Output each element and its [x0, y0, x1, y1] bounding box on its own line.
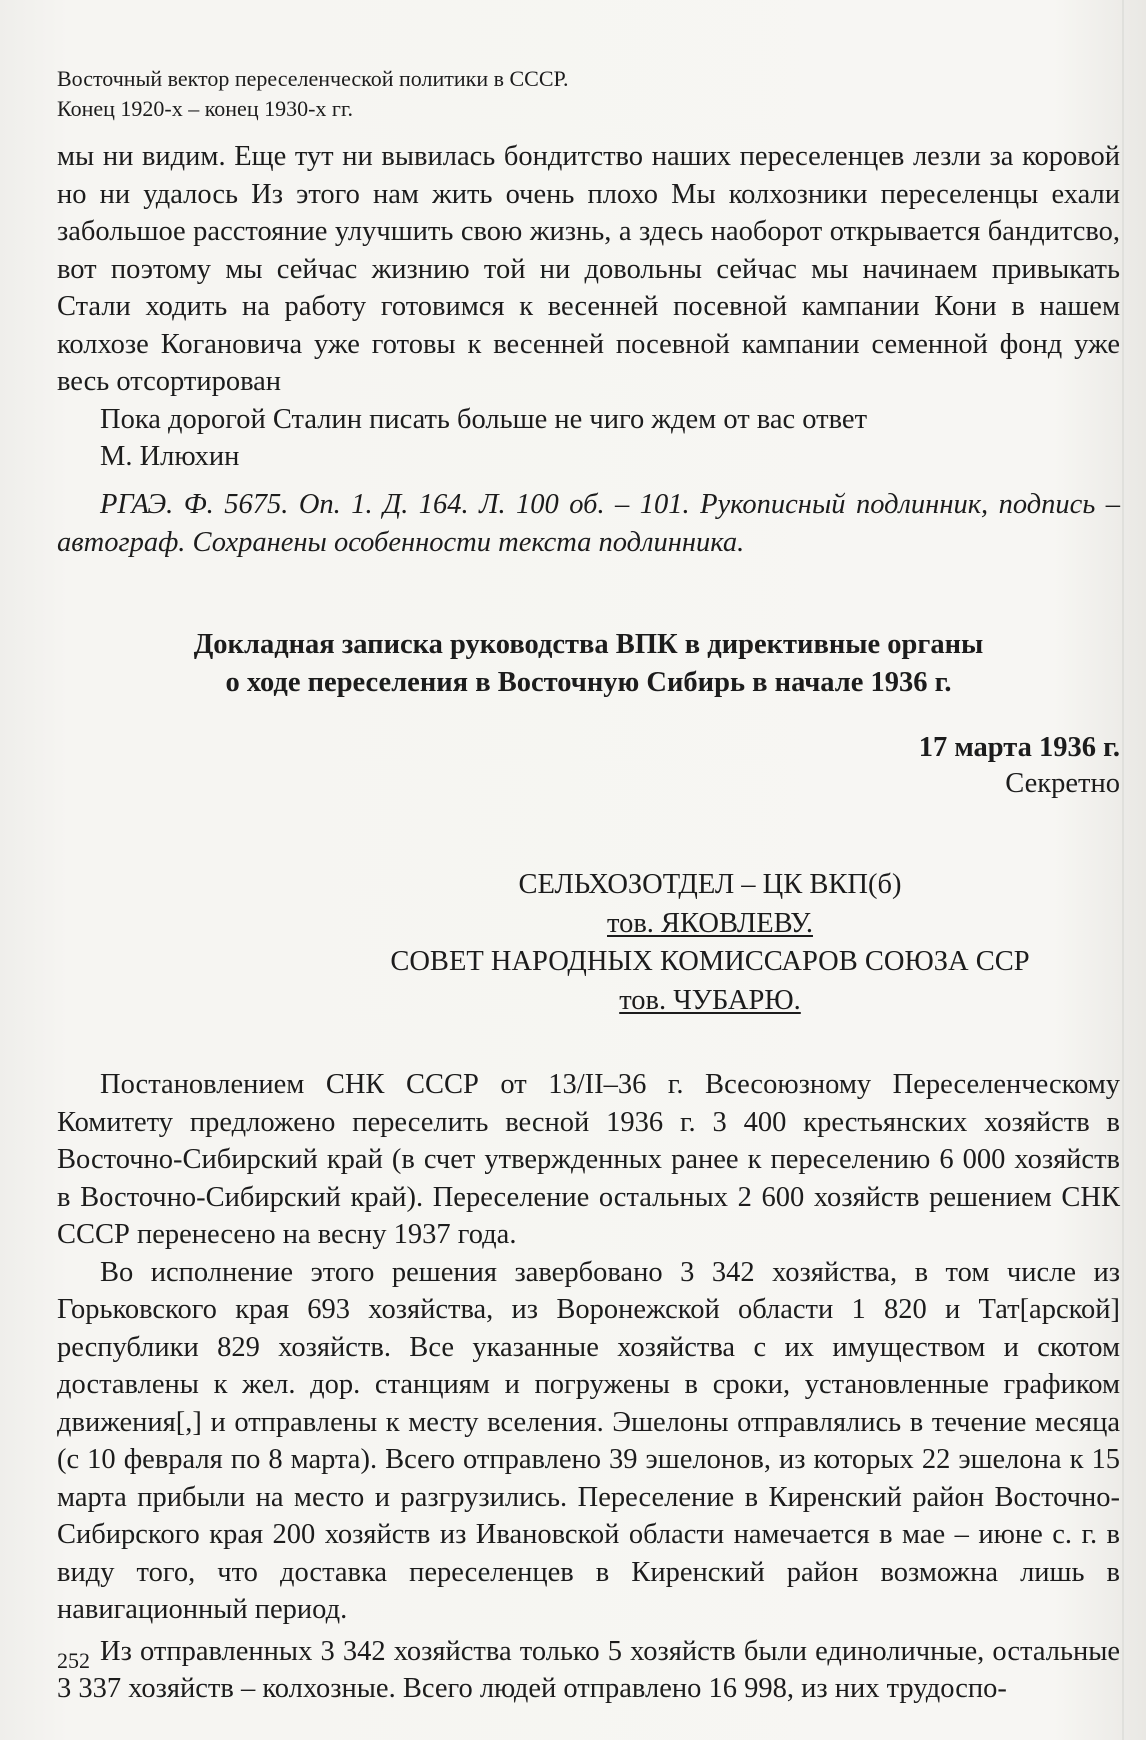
document-dateline	[919, 730, 1120, 802]
document-title	[57, 626, 1120, 702]
letter-excerpt	[57, 138, 1120, 476]
body-paragraph-1: Постановлением СНК СССР от 13/II–36 г. Всесоюзному Переселенческому Комитету предложено переселить весной 1936 г. 3 400 крестьянских хозяйств в Восточно-Сибирский край (в счет утвержденных ранее к переселению 6 000 хозяйств в Восточно-Сибирский край). Переселение остальных 2 600 хозяйств решением СНК СССР перенесено на весну 1937 года.	[57, 1069, 1120, 1250]
document-body	[57, 1066, 1120, 1708]
document-date: 17 марта 1936 г.	[918, 732, 1120, 763]
body-paragraph-3: Из отправленных 3 342 хозяйства только 5 хозяйств были единоличные, остальные 3 337 хозяйств – колхозные. Всего людей отправлено 16 998, из них трудоспо-	[57, 1635, 1120, 1704]
addressee-line-1: СЕЛЬХОЗОТДЕЛ – ЦК ВКП(б)	[518, 869, 902, 900]
running-head-line-2: Конец 1920-х – конец 1930-х гг.	[57, 96, 353, 121]
document-title-line-1: Докладная записка руководства ВПК в директивные органы	[193, 629, 984, 660]
page-edge-shadow	[1122, 0, 1124, 1740]
addressee-name-1: тов. ЯКОВЛЕВУ.	[607, 907, 813, 939]
letter-paragraph: мы ни видим. Еще тут ни вывилась бондитство наших переселенцев лезли за коровой но ни удалось Из этого нам жить очень плохо Мы колхозники переселенцы ехали забольшое расстояние улучшить свою жизнь, а здесь наоборот открывается бандитсво, вот поэтому мы сейчас жизнию той ни довольны сейчас мы начинаем привыкать Стали ходить на работу готовимся к весенней посевной кампании Кони в нашем колхозе Когановича уже готовы к весенней посевной кампании семенной фонд уже весь отсортирован	[57, 141, 1120, 397]
letter-signature: М. Илюхин	[100, 441, 240, 472]
letter-closing: Пока дорогой Сталин писать больше не чиго ждем от вас ответ	[100, 403, 868, 435]
addressee-line-4	[380, 982, 1040, 1021]
addressee-name-2: тов. ЧУБАРЮ.	[619, 984, 801, 1016]
classification-stamp: Секретно	[1005, 768, 1120, 799]
source-note-block	[57, 486, 1120, 561]
addressee-line-3: СОВЕТ НАРОДНЫХ КОМИССАРОВ СОЮЗА ССР	[390, 946, 1030, 977]
addressee-line-2	[380, 905, 1040, 944]
document-title-line-2: о ходе переселения в Восточную Сибирь в начале 1936 г.	[225, 667, 952, 698]
addressee-block	[380, 866, 1040, 1020]
running-head-line-1: Восточный вектор переселенческой политики в СССР.	[57, 66, 569, 91]
running-head	[57, 64, 569, 124]
body-paragraph-2: Во исполнение этого решения завербовано 3 342 хозяйства, в том числе из Горьковского края 693 хозяйства, из Воронежской области 1 820 и Тат[арской] республики 829 хозяйств. Все указанные хозяйства с их имуществом и скотом доставлены к жел. дор. станциям и погружены в сроки, установленные графиком движения[,] и отправлены к месту вселения. Эшелоны отправлялись в течение месяца (с 10 февраля по 8 марта). Всего отправлено 39 эшелонов, из которых 22 эшелона к 15 марта прибыли на место и разгрузились. Переселение в Киренский район Восточно-Сибирского края 200 хозяйств из Ивановской области намечается в мае – июне с. г. в виду того, что доставка переселенцев в Киренский район возможна лишь в навигационный период.	[57, 1256, 1120, 1625]
page-number: 252	[57, 1648, 90, 1673]
source-note: РГАЭ. Ф. 5675. Оп. 1. Д. 164. Л. 100 об. – 101. Рукописный подлинник, подпись – автограф. Сохранены особенности текста подлинника.	[57, 489, 1120, 558]
